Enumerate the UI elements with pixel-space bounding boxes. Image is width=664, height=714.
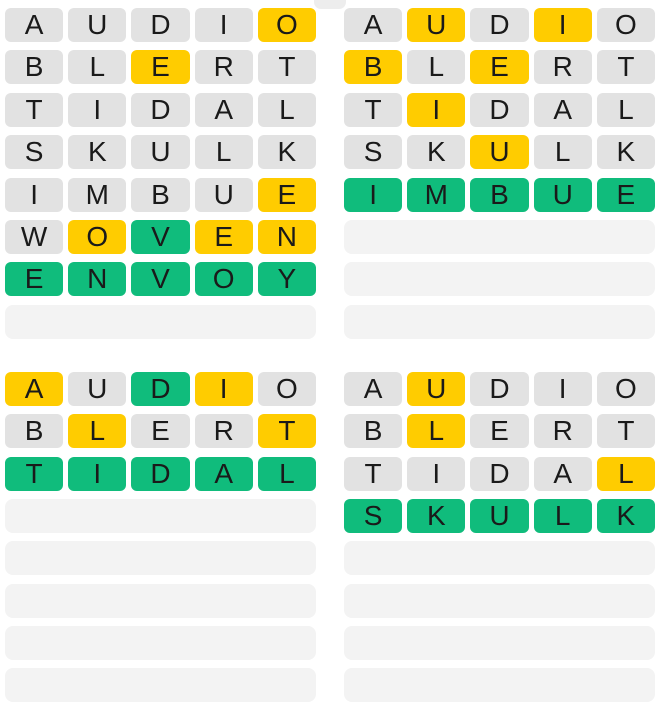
letter-tile-absent: A [5, 8, 63, 42]
letter-tile-present: L [68, 414, 126, 448]
letter-tile-correct: B [470, 178, 528, 212]
guess-row [5, 93, 316, 127]
empty-guess-row [344, 305, 655, 339]
guess-row [344, 457, 655, 491]
letter-tile-absent: L [258, 93, 316, 127]
empty-guess-row [344, 584, 655, 618]
letter-tile-absent: I [407, 457, 465, 491]
letter-tile-correct: L [258, 457, 316, 491]
letter-tile-correct: M [407, 178, 465, 212]
letter-tile-absent: K [258, 135, 316, 169]
letter-tile-correct: K [407, 499, 465, 533]
guess-row [5, 178, 316, 212]
letter-tile-absent: L [407, 50, 465, 84]
letter-tile-absent: T [5, 93, 63, 127]
letter-tile-absent: U [68, 8, 126, 42]
letter-tile-correct: L [534, 499, 592, 533]
letter-tile-absent: I [534, 372, 592, 406]
letter-tile-absent: B [5, 414, 63, 448]
letter-tile-absent: D [131, 8, 189, 42]
guess-row [5, 50, 316, 84]
guess-row [5, 8, 316, 42]
letter-tile-absent: U [131, 135, 189, 169]
guess-row [5, 262, 316, 296]
letter-tile-absent: D [131, 93, 189, 127]
letter-tile-absent: A [534, 457, 592, 491]
letter-tile-present: T [258, 414, 316, 448]
guess-row [344, 499, 655, 533]
letter-tile-absent: R [534, 414, 592, 448]
empty-guess-row [5, 305, 316, 339]
guess-row [5, 372, 316, 406]
empty-guess-row [5, 541, 316, 575]
letter-tile-absent: B [5, 50, 63, 84]
board-bottom-right [344, 372, 655, 703]
board-top-left [5, 8, 316, 339]
letter-tile-absent: A [344, 372, 402, 406]
letter-tile-absent: T [258, 50, 316, 84]
letter-tile-absent: E [131, 414, 189, 448]
empty-guess-row [344, 541, 655, 575]
letter-tile-absent: W [5, 220, 63, 254]
letter-tile-absent: I [195, 8, 253, 42]
letter-tile-correct: N [68, 262, 126, 296]
letter-tile-absent: S [5, 135, 63, 169]
letter-tile-absent: E [470, 414, 528, 448]
letter-tile-present: E [258, 178, 316, 212]
letter-tile-correct: E [597, 178, 655, 212]
letter-tile-present: L [597, 457, 655, 491]
letter-tile-correct: Y [258, 262, 316, 296]
guess-row [344, 372, 655, 406]
letter-tile-absent: A [344, 8, 402, 42]
letter-tile-absent: K [68, 135, 126, 169]
letter-tile-present: L [407, 414, 465, 448]
letter-tile-absent: T [597, 414, 655, 448]
letter-tile-present: E [470, 50, 528, 84]
letter-tile-absent: I [5, 178, 63, 212]
letter-tile-present: A [5, 372, 63, 406]
letter-tile-present: U [407, 372, 465, 406]
top-divider-tab [314, 0, 346, 9]
letter-tile-absent: L [195, 135, 253, 169]
letter-tile-absent: M [68, 178, 126, 212]
letter-tile-present: I [195, 372, 253, 406]
letter-tile-absent: D [470, 372, 528, 406]
letter-tile-absent: D [470, 8, 528, 42]
guess-row [344, 414, 655, 448]
guess-row [5, 135, 316, 169]
letter-tile-absent: L [597, 93, 655, 127]
guess-row [344, 93, 655, 127]
letter-tile-correct: O [195, 262, 253, 296]
letter-tile-present: U [470, 135, 528, 169]
letter-tile-correct: V [131, 262, 189, 296]
board-top-right [344, 8, 655, 339]
letter-tile-absent: O [597, 8, 655, 42]
letter-tile-correct: A [195, 457, 253, 491]
letter-tile-absent: B [131, 178, 189, 212]
letter-tile-absent: R [195, 50, 253, 84]
board-bottom-left [5, 372, 316, 703]
letter-tile-absent: A [534, 93, 592, 127]
letter-tile-correct: D [131, 372, 189, 406]
guess-row [5, 457, 316, 491]
empty-guess-row [344, 626, 655, 660]
empty-guess-row [344, 220, 655, 254]
empty-guess-row [5, 668, 316, 702]
letter-tile-present: O [258, 8, 316, 42]
letter-tile-correct: I [68, 457, 126, 491]
letter-tile-present: O [68, 220, 126, 254]
letter-tile-absent: D [470, 457, 528, 491]
guess-row [5, 414, 316, 448]
letter-tile-absent: D [470, 93, 528, 127]
letter-tile-correct: E [5, 262, 63, 296]
guess-row [344, 135, 655, 169]
letter-tile-absent: T [344, 93, 402, 127]
letter-tile-absent: O [597, 372, 655, 406]
letter-tile-absent: R [534, 50, 592, 84]
letter-tile-absent: U [68, 372, 126, 406]
letter-tile-correct: D [131, 457, 189, 491]
guess-row [344, 50, 655, 84]
letter-tile-absent: K [407, 135, 465, 169]
letter-tile-correct: T [5, 457, 63, 491]
letter-tile-absent: L [534, 135, 592, 169]
letter-tile-absent: B [344, 414, 402, 448]
letter-tile-present: N [258, 220, 316, 254]
top-board-row [0, 0, 664, 339]
letter-tile-absent: I [68, 93, 126, 127]
letter-tile-correct: U [470, 499, 528, 533]
letter-tile-absent: R [195, 414, 253, 448]
letter-tile-absent: T [597, 50, 655, 84]
bottom-board-row [0, 372, 664, 703]
letter-tile-present: U [407, 8, 465, 42]
letter-tile-present: E [195, 220, 253, 254]
empty-guess-row [5, 499, 316, 533]
letter-tile-absent: L [68, 50, 126, 84]
letter-tile-correct: V [131, 220, 189, 254]
letter-tile-absent: S [344, 135, 402, 169]
guess-row [344, 8, 655, 42]
letter-tile-absent: A [195, 93, 253, 127]
letter-tile-present: I [407, 93, 465, 127]
guess-row [344, 178, 655, 212]
empty-guess-row [5, 626, 316, 660]
letter-tile-correct: I [344, 178, 402, 212]
letter-tile-absent: K [597, 135, 655, 169]
letter-tile-correct: S [344, 499, 402, 533]
guess-row [5, 220, 316, 254]
letter-tile-present: I [534, 8, 592, 42]
letter-tile-correct: K [597, 499, 655, 533]
letter-tile-correct: U [534, 178, 592, 212]
empty-guess-row [344, 262, 655, 296]
letter-tile-present: E [131, 50, 189, 84]
empty-guess-row [5, 584, 316, 618]
letter-tile-absent: U [195, 178, 253, 212]
letter-tile-absent: O [258, 372, 316, 406]
letter-tile-present: B [344, 50, 402, 84]
empty-guess-row [344, 668, 655, 702]
letter-tile-absent: T [344, 457, 402, 491]
